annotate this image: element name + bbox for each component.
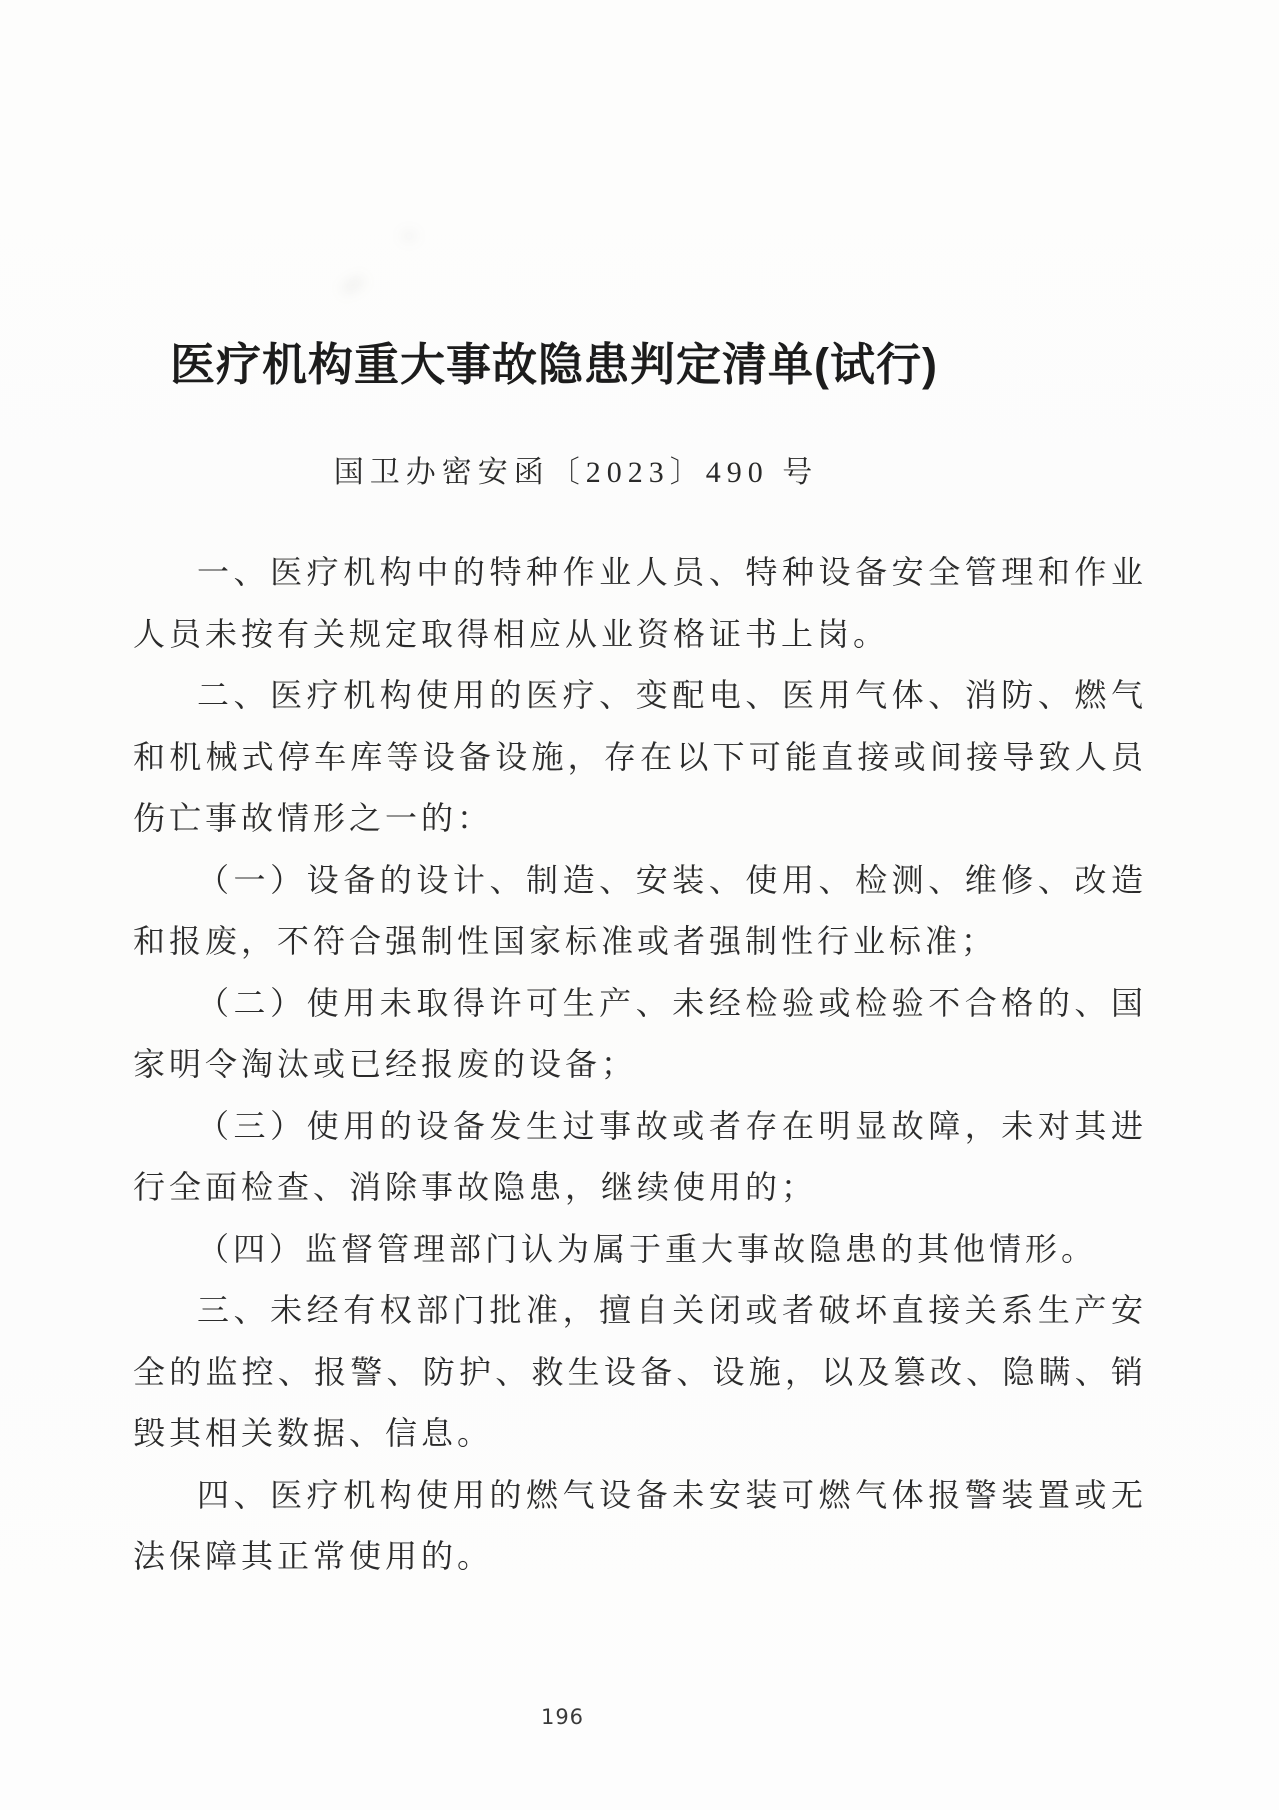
paragraph-item-3: （三）使用的设备发生过事故或者存在明显故障，未对其进行全面检查、消除事故隐患，继续使用的； — [133, 1107, 1147, 1205]
scan-artifact — [339, 274, 367, 296]
paragraph-article-4: 四、医疗机构使用的燃气设备未安装可燃气体报警装置或无法保障其正常使用的。 — [133, 1476, 1147, 1574]
page-number: 196 — [540, 1705, 585, 1729]
document-title: 医疗机构重大事故隐患判定清单(试行) — [170, 339, 938, 390]
scan-artifact — [402, 232, 416, 240]
paragraph-item-2: （二）使用未取得许可生产、未经检验或检验不合格的、国家明令淘汰或已经报废的设备； — [133, 984, 1147, 1082]
document-number: 国卫办密安函〔2023〕490 号 — [333, 456, 819, 489]
paragraph-item-4: （四）监督管理部门认为属于重大事故隐患的其他情形。 — [197, 1230, 1098, 1267]
paragraph-article-2: 二、医疗机构使用的医疗、变配电、医用气体、消防、燃气和机械式停车库等设备设施，存在以下可能直接或间接导致人员伤亡事故情形之一的： — [133, 677, 1147, 836]
paragraph-article-3: 三、未经有权部门批准，擅自关闭或者破坏直接关系生产安全的监控、报警、防护、救生设备、设施，以及篡改、隐瞒、销毁其相关数据、信息。 — [133, 1292, 1147, 1451]
paragraph-article-1: 一、医疗机构中的特种作业人员、特种设备安全管理和作业人员未按有关规定取得相应从业资格证书上岗。 — [133, 554, 1147, 652]
document-body — [133, 542, 1147, 1588]
paragraph-item-1: （一）设备的设计、制造、安装、使用、检测、维修、改造和报废，不符合强制性国家标准或者强制性行业标准； — [133, 861, 1147, 959]
